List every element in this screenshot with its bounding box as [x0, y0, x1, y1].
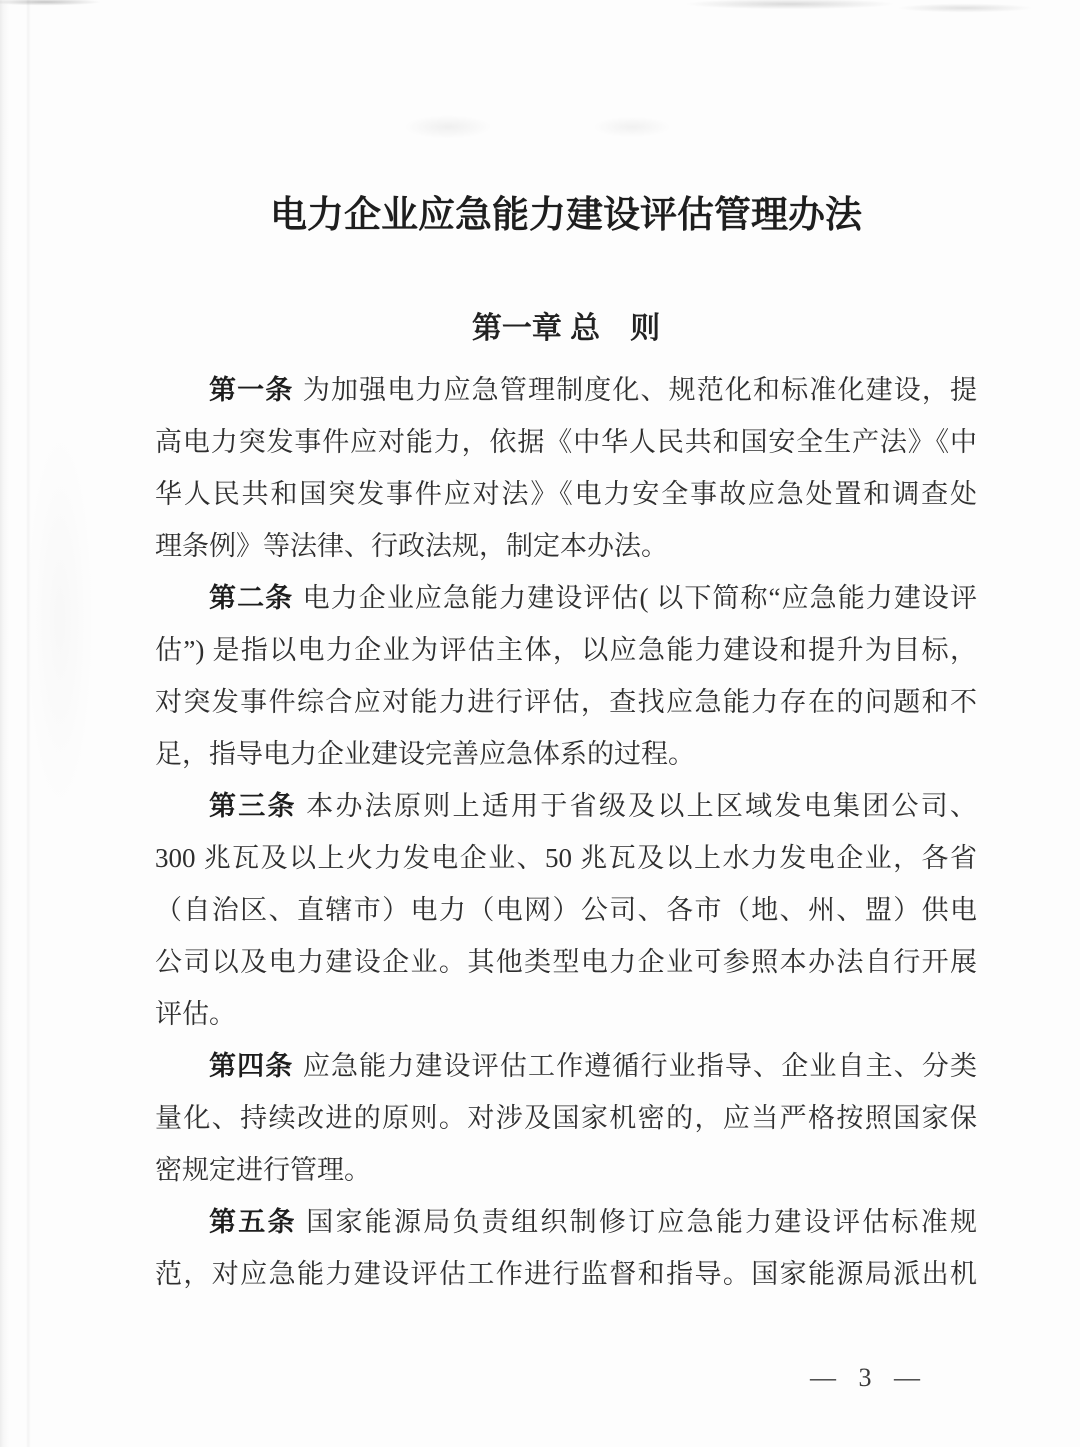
article-label: 第五条 — [209, 1207, 297, 1237]
article-line — [155, 780, 977, 832]
article-label: 第三条 — [209, 791, 297, 821]
article-line: 理条例》等法律、行政法规，制定本办法。 — [155, 531, 668, 561]
article-label: 第一条 — [209, 375, 294, 405]
article-line: 足，指导电力企业建设完善应急体系的过程。 — [155, 739, 695, 769]
article-label: 第二条 — [209, 583, 294, 613]
article-line-text: 国家能源局负责组织制修订应急能力建设评估标准规 — [306, 1207, 977, 1237]
article-line-text: 电力企业应急能力建设评估( 以下简称“应急能力建设评 — [302, 583, 977, 613]
article-line-text: 为加强电力应急管理制度化、规范化和标准化建设，提 — [302, 375, 977, 405]
document-body — [155, 364, 977, 1300]
article-2 — [155, 572, 977, 780]
article-line-text: 应急能力建设评估工作遵循行业指导、企业自主、分类 — [302, 1051, 977, 1081]
article-line: 300 兆瓦及以上火力发电企业、50 兆瓦及以上水力发电企业，各省 — [155, 843, 977, 873]
article-5 — [155, 1196, 977, 1300]
article-1 — [155, 364, 977, 572]
page-number: — 3 — — [810, 1363, 928, 1392]
article-4 — [155, 1040, 977, 1196]
article-line — [155, 572, 977, 624]
article-line: 评估。 — [155, 999, 236, 1029]
article-line: （自治区、直辖市）电力（电网）公司、各市（地、州、盟）供电 — [155, 895, 977, 925]
article-line — [155, 1196, 977, 1248]
article-3 — [155, 780, 977, 1040]
article-line — [155, 364, 977, 416]
article-line: 密规定进行管理。 — [155, 1155, 371, 1185]
article-line-text: 本办法原则上适用于省级及以上区域发电集团公司、 — [306, 791, 977, 821]
article-line: 范，对应急能力建设评估工作进行监督和指导。国家能源局派出机 — [155, 1259, 977, 1289]
article-line: 公司以及电力建设企业。其他类型电力企业可参照本办法自行开展 — [155, 947, 977, 977]
article-label: 第四条 — [209, 1051, 294, 1081]
document-title: 电力企业应急能力建设评估管理办法 — [270, 194, 862, 235]
article-line: 华人民共和国突发事件应对法》《电力安全事故应急处置和调查处 — [155, 479, 977, 509]
chapter-heading: 第一章 总 则 — [471, 312, 661, 345]
article-line — [155, 1040, 977, 1092]
article-line: 量化、持续改进的原则。对涉及国家机密的，应当严格按照国家保 — [155, 1103, 977, 1133]
article-line: 对突发事件综合应对能力进行评估，查找应急能力存在的问题和不 — [155, 687, 977, 717]
article-line: 高电力突发事件应对能力，依据《中华人民共和国安全生产法》《中 — [155, 427, 977, 457]
article-line: 估”) 是指以电力企业为评估主体，以应急能力建设和提升为目标， — [155, 635, 977, 665]
